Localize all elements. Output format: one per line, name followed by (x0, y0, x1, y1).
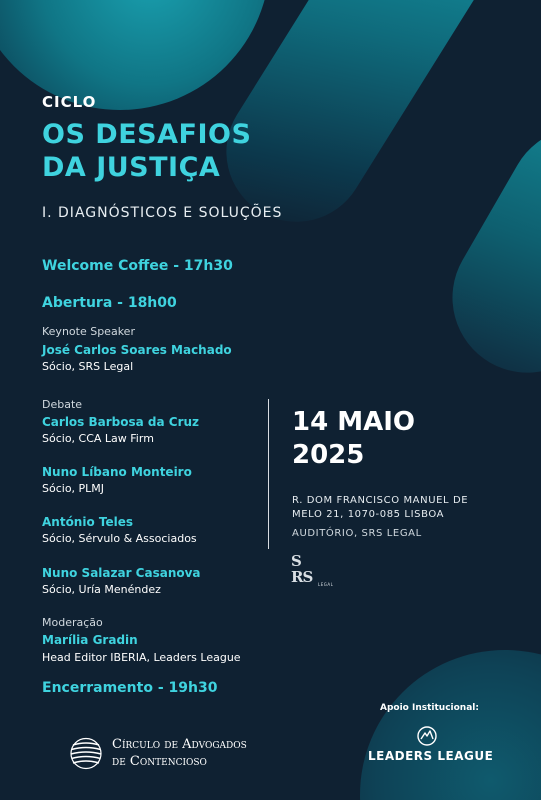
debater-name: Carlos Barbosa da Cruz (42, 415, 200, 429)
decorative-circle-bottom (360, 650, 541, 800)
circulo-logo-line-2: de Contencioso (112, 754, 207, 769)
vertical-divider (268, 399, 269, 549)
srs-legal-logo (291, 552, 337, 588)
decorative-circle-top (0, 0, 270, 110)
circulo-emblem-icon (68, 737, 104, 770)
debate-role-label: Debate (42, 398, 83, 411)
srs-logo-legal: LEGAL (318, 582, 334, 587)
circulo-logo-line-1: Círculo de Advogados (112, 737, 247, 752)
debater-name: Nuno Líbano Monteiro (42, 465, 192, 479)
debater-affiliation: Sócio, Uría Menéndez (42, 583, 161, 596)
srs-logo-rs: RS (291, 568, 313, 586)
event-date-year: 2025 (292, 440, 365, 470)
decorative-capsule-right (425, 100, 541, 400)
debater-affiliation: Sócio, Sérvulo & Associados (42, 532, 197, 545)
moderation-role-label: Moderação (42, 616, 103, 629)
address-line-1: R. DOM FRANCISCO MANUEL DE (292, 495, 469, 506)
debater-name: Nuno Salazar Casanova (42, 566, 201, 580)
moderator-name: Marília Gradin (42, 633, 138, 647)
institutional-support-label: Apoio Institucional: (380, 703, 479, 713)
event-title (42, 118, 251, 184)
debater-affiliation: Sócio, CCA Law Firm (42, 432, 154, 445)
keynote-speaker-affiliation: Sócio, SRS Legal (42, 360, 134, 373)
series-label: CICLO (42, 93, 97, 111)
keynote-speaker-name: José Carlos Soares Machado (42, 343, 232, 357)
debater-affiliation: Sócio, PLMJ (42, 482, 105, 495)
welcome-coffee: Welcome Coffee - 17h30 (42, 258, 233, 274)
event-subtitle: I. DIAGNÓSTICOS E SOLUÇÕES (42, 205, 283, 221)
event-address (292, 494, 468, 522)
srs-logo-s: S (291, 552, 302, 570)
title-line-2: DA JUSTIÇA (42, 152, 221, 183)
event-venue: AUDITÓRIO, SRS LEGAL (292, 528, 422, 539)
title-line-1: OS DESAFIOS (42, 119, 252, 150)
circulo-advogados-logo (68, 737, 288, 773)
leaders-league-logo (368, 726, 494, 770)
debater-name: António Teles (42, 515, 134, 529)
opening-time: Abertura - 18h00 (42, 295, 177, 311)
leaders-league-emblem-icon (416, 726, 438, 746)
address-line-2: MELO 21, 1070-085 LISBOA (292, 509, 445, 520)
moderator-affiliation: Head Editor IBERIA, Leaders League (42, 651, 241, 664)
event-date (292, 406, 415, 472)
keynote-role-label: Keynote Speaker (42, 325, 135, 338)
leaders-league-wordmark: LEADERS LEAGUE (368, 749, 494, 763)
event-date-day-month: 14 MAIO (292, 407, 416, 437)
closing-time: Encerramento - 19h30 (42, 680, 218, 696)
